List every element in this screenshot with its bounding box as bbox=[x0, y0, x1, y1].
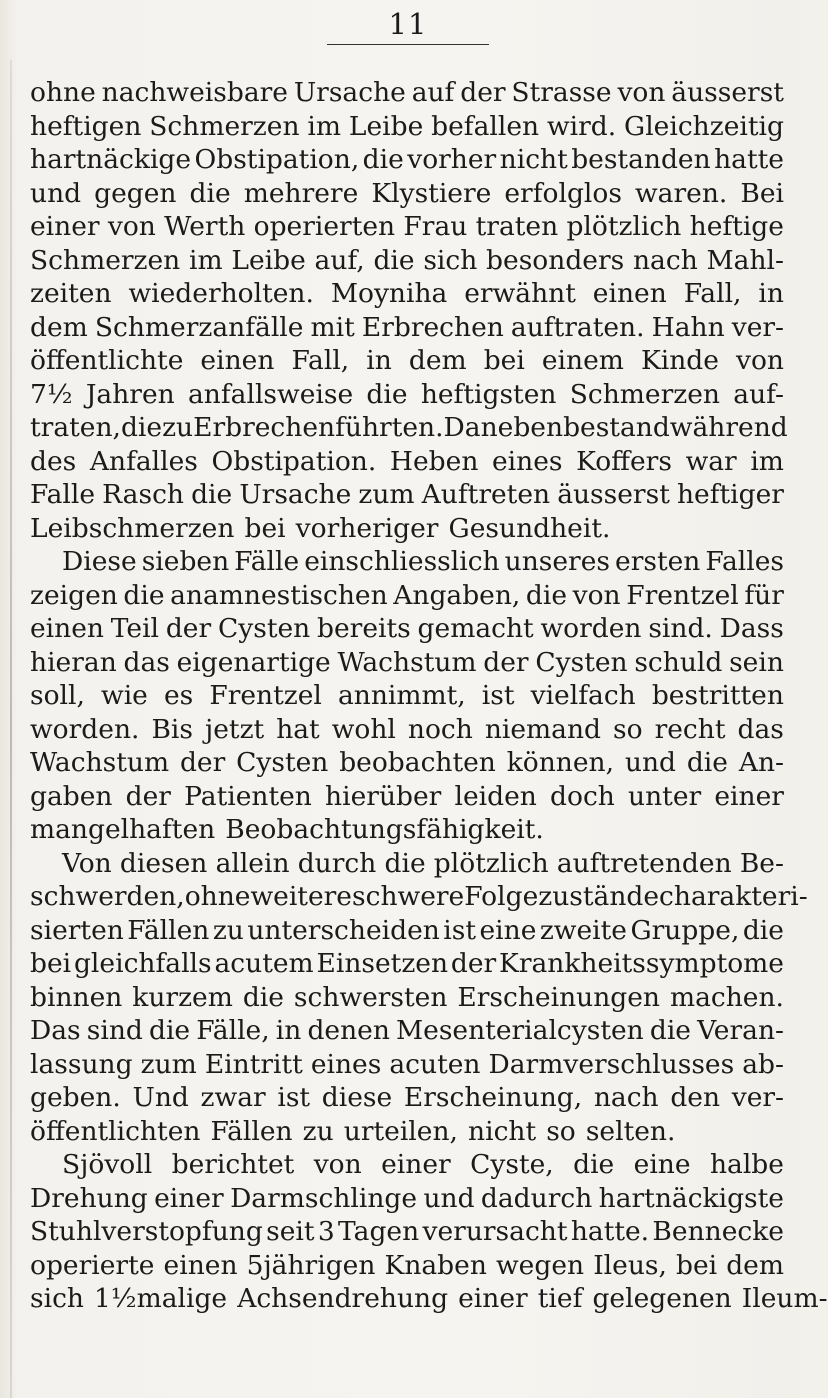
paragraph bbox=[30, 76, 788, 545]
text-line: heftigen Schmerzen im Leibe befallen wird. Gleichzeitig bbox=[30, 110, 784, 142]
paragraph bbox=[30, 1148, 828, 1316]
text-line: bei gleichfalls acutem Einsetzen der Krankheitssymptome bbox=[30, 948, 784, 979]
text-line: und gegen die mehrere Klystiere erfolglos waren. Bei bbox=[30, 177, 784, 209]
paragraph bbox=[30, 847, 808, 1149]
text-line: 7½ Jahren anfallsweise die heftigsten Schmerzen auf- bbox=[30, 378, 784, 410]
text-line: lassung zum Eintritt eines acuten Darmverschlusses ab- bbox=[30, 1048, 784, 1080]
paragraph bbox=[30, 545, 784, 847]
text-line: traten, die zu Erbrechen führten. Daneben bestand während bbox=[30, 412, 788, 443]
text-line: hartnäckige Obstipation, die vorher nicht bestanden hatte bbox=[30, 144, 784, 175]
text-line: gaben der Patienten hierüber leiden doch unter einer bbox=[30, 780, 784, 812]
text-line: Stuhlverstopfung seit 3 Tagen verursacht hatte. Bennecke bbox=[30, 1216, 784, 1247]
text-line: sich 1½malige Achsendrehung einer tief gelegenen Ileum- bbox=[30, 1283, 828, 1314]
body-text bbox=[30, 76, 828, 1316]
text-line: öffentlichte einen Fall, in dem bei einem Kinde von bbox=[30, 345, 784, 376]
text-line: des Anfalles Obstipation. Heben eines Koffers war im bbox=[30, 445, 784, 477]
text-line: geben. Und zwar ist diese Erscheinung, nach den ver- bbox=[30, 1082, 784, 1113]
text-line: Wachstum der Cysten beobachten können, und die An- bbox=[30, 747, 784, 778]
text-line: worden. Bis jetzt hat wohl noch niemand so recht das bbox=[30, 713, 784, 745]
text-line: öffentlichten Fällen zu urteilen, nicht so selten. bbox=[30, 1115, 676, 1147]
page-number bbox=[0, 4, 800, 45]
text-line: hieran das eigenartige Wachstum der Cysten schuld sein bbox=[30, 646, 784, 678]
text-line: soll, wie es Frentzel annimmt, ist vielfach bestritten bbox=[30, 680, 784, 711]
text-line: zeigen die anamnestischen Angaben, die von Frentzel für bbox=[30, 579, 784, 611]
text-line: sierten Fällen zu unterscheiden ist eine zweite Gruppe, die bbox=[30, 914, 784, 946]
text-line: einen Teil der Cysten bereits gemacht worden sind. Dass bbox=[30, 613, 784, 644]
text-line: Von diesen allein durch die plötzlich auftretenden Be- bbox=[62, 847, 784, 879]
text-line: Drehung einer Darmschlinge und dadurch hartnäckigste bbox=[30, 1182, 784, 1214]
text-line: Diese sieben Fälle einschliesslich unseres ersten Falles bbox=[62, 546, 784, 577]
text-line: mangelhaften Beobachtungsfähigkeit. bbox=[30, 814, 544, 845]
text-line: schwerden, ohne weitere schwere Folgezustände charakteri- bbox=[30, 881, 808, 912]
binding-shadow bbox=[10, 60, 12, 1398]
text-line: dem Schmerzanfälle mit Erbrechen auftraten. Hahn ver- bbox=[30, 311, 784, 343]
text-line: binnen kurzem die schwersten Erscheinungen machen. bbox=[30, 981, 784, 1013]
text-line: ohne nachweisbare Ursache auf der Strasse von äusserst bbox=[30, 77, 784, 108]
text-line: Das sind die Fälle, in denen Mesenterialcysten die Veran- bbox=[30, 1015, 784, 1046]
text-line: Falle Rasch die Ursache zum Auftreten äusserst heftiger bbox=[30, 479, 784, 510]
text-line: operierte einen 5jährigen Knaben wegen Ileus, bei dem bbox=[30, 1249, 784, 1281]
text-line: Leibschmerzen bei vorheriger Gesundheit. bbox=[30, 512, 611, 544]
page-number-text: 11 bbox=[327, 4, 490, 45]
text-line: zeiten wiederholten. Moyniha erwähnt einen Fall, in bbox=[30, 278, 784, 309]
text-line: Schmerzen im Leibe auf, die sich besonders nach Mahl- bbox=[30, 244, 784, 276]
text-line: einer von Werth operierten Frau traten plötzlich heftige bbox=[30, 211, 784, 242]
text-line: Sjövoll berichtet von einer Cyste, die eine halbe bbox=[62, 1149, 784, 1180]
